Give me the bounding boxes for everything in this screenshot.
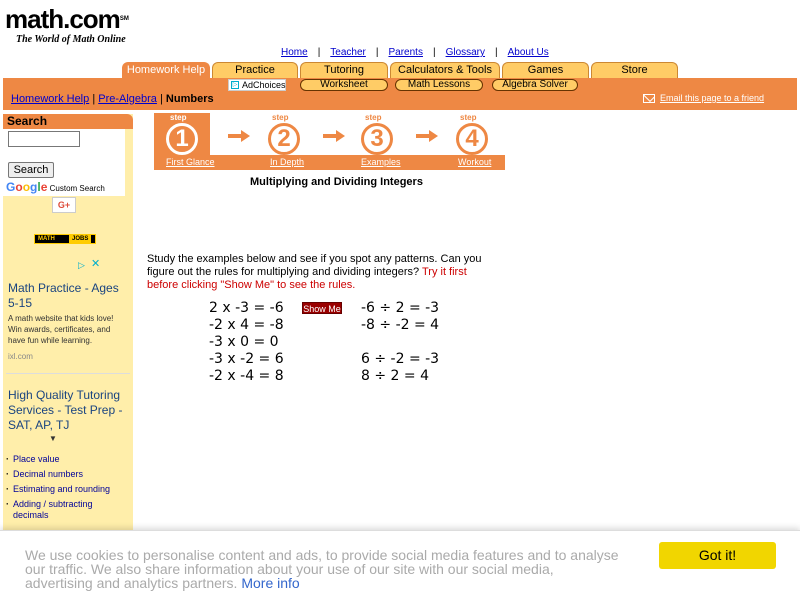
search-heading: Search	[3, 114, 133, 129]
search-button[interactable]: Search	[8, 162, 54, 178]
tab-store[interactable]: Store	[591, 62, 678, 78]
left-sidebar	[3, 114, 133, 600]
subtab-worksheet[interactable]: Worksheet	[300, 79, 388, 91]
chevron-down-icon[interactable]: ▼	[49, 434, 57, 443]
subtab-algebra-solver[interactable]: Algebra Solver	[492, 79, 578, 91]
example-multiply: -2 x -4 = 8	[209, 368, 284, 384]
step-label: step	[272, 113, 289, 122]
breadcrumb-homework-help[interactable]: Homework Help	[11, 93, 90, 105]
cookie-text: We use cookies to personalise content and ads, to provide social media features and to analyse our traffic. We also share information about your use of our site with our social media, advertising and analytics partners.	[25, 547, 619, 591]
tab-calculators-tools[interactable]: Calculators & Tools	[390, 62, 500, 78]
arrow-right-icon	[228, 131, 250, 141]
breadcrumb-separator: |	[160, 93, 163, 105]
cookie-more-info-link[interactable]: More info	[241, 575, 300, 591]
step-number: 4	[456, 123, 488, 155]
step-4-link[interactable]: Workout	[458, 157, 492, 167]
step-1[interactable]	[154, 113, 210, 155]
step-number: 3	[361, 123, 393, 155]
breadcrumb	[11, 93, 214, 105]
study-instructions	[147, 253, 492, 292]
step-2-link[interactable]: In Depth	[270, 157, 305, 167]
example-divide: -8 ÷ -2 = 4	[361, 317, 440, 333]
google-logo: Google	[6, 180, 48, 194]
example-multiply: -2 x 4 = -8	[209, 317, 284, 333]
adchoices-icon[interactable]: ▷	[78, 260, 85, 270]
search-panel	[3, 129, 125, 196]
ad-1-body[interactable]: A math website that kids love! Win awards, certificates, and have fun while learning.	[8, 314, 114, 345]
ad-divider	[6, 373, 130, 374]
google-plus-button[interactable]: G+	[52, 197, 76, 213]
top-link-teacher[interactable]: Teacher	[330, 47, 366, 58]
top-link-glossary[interactable]: Glossary	[445, 47, 486, 58]
lesson-title: Multiplying and Dividing Integers	[250, 176, 423, 188]
example-multiply: -3 x 0 = 0	[209, 334, 279, 350]
top-link-parents[interactable]: Parents	[388, 47, 423, 58]
email-friend-link[interactable]: Email this page to a friend	[660, 93, 765, 103]
mathjobs-left: MATH	[38, 236, 55, 242]
tab-tutoring[interactable]: Tutoring	[300, 62, 388, 78]
top-link-about-us[interactable]: About Us	[507, 47, 549, 58]
ad-close-icon[interactable]: ✕	[91, 258, 101, 270]
subtab-math-lessons[interactable]: Math Lessons	[395, 79, 483, 91]
logo-sm-mark: SM	[119, 16, 129, 22]
study-text: Study the examples below and see if you spot any patterns. Can you figure out the rules for multiplying and dividing integers?	[147, 253, 482, 278]
cookie-message	[25, 548, 625, 590]
step-label: step	[460, 113, 477, 122]
step-1-link[interactable]: First Glance	[166, 157, 215, 167]
adchoices-icon: ▷	[232, 82, 238, 88]
example-multiply: -3 x -2 = 6	[209, 351, 284, 367]
breadcrumb-current: Numbers	[165, 93, 214, 105]
lesson-steps	[154, 113, 505, 170]
search-input[interactable]	[8, 131, 80, 147]
example-divide: 6 ÷ -2 = -3	[361, 351, 440, 367]
topic-list	[8, 454, 128, 525]
example-divide: -6 ÷ 2 = -3	[361, 300, 440, 316]
breadcrumb-pre-algebra[interactable]: Pre-Algebra	[98, 93, 157, 105]
step-2[interactable]	[256, 113, 312, 155]
step-label: step	[170, 113, 187, 122]
separator: |	[432, 47, 436, 58]
arrow-right-icon	[416, 131, 438, 141]
top-link-home[interactable]: Home	[281, 47, 308, 58]
tab-games[interactable]: Games	[502, 62, 589, 78]
show-me-button[interactable]: Show Me	[303, 304, 341, 314]
tab-homework-help[interactable]: Homework Help	[122, 62, 210, 78]
ad-1-title[interactable]: Math Practice - Ages 5-15	[8, 281, 119, 310]
step-number: 2	[268, 123, 300, 155]
step-3[interactable]	[349, 113, 405, 155]
topic-estimating-rounding[interactable]: · Estimating and rounding	[8, 484, 128, 495]
ad-2-title[interactable]: High Quality Tutoring Services - Test Prep - SAT, AP, TJ	[8, 388, 123, 432]
example-multiply: 2 x -3 = -6	[209, 300, 284, 316]
mathjobs-banner[interactable]	[34, 234, 96, 244]
study-hint: Try it first before clicking "Show Me" to see the rules.	[147, 266, 467, 291]
topic-place-value[interactable]: · Place value	[8, 454, 128, 465]
step-3-link[interactable]: Examples	[361, 157, 401, 167]
top-links	[281, 47, 549, 58]
cookie-banner	[0, 530, 800, 600]
separator: |	[317, 47, 321, 58]
topic-adding-subtracting-decimals[interactable]: · Adding / subtracting decimals	[8, 499, 128, 521]
step-4[interactable]	[444, 113, 500, 155]
email-friend	[643, 93, 764, 103]
mathjobs-right: JOBS	[69, 235, 91, 243]
step-number: 1	[166, 123, 198, 155]
logo-brand: math.comSM	[5, 4, 129, 34]
breadcrumb-separator: |	[92, 93, 96, 105]
envelope-icon[interactable]	[643, 94, 655, 103]
google-custom-search	[6, 180, 105, 194]
tab-practice[interactable]: Practice	[212, 62, 298, 78]
example-divide: 8 ÷ 2 = 4	[361, 368, 429, 384]
step-link-workout	[458, 157, 491, 167]
math-com-logo[interactable]	[5, 4, 140, 45]
step-label: step	[365, 113, 382, 122]
step-link-examples	[361, 157, 401, 167]
topic-decimal-numbers[interactable]: · Decimal numbers	[8, 469, 128, 480]
custom-search-label: Custom Search	[49, 184, 105, 193]
separator: |	[375, 47, 379, 58]
logo-tagline: The World of Math Online	[16, 34, 126, 45]
cookie-accept-button[interactable]: Got it!	[659, 542, 776, 569]
ad-1-url[interactable]: ixl.com	[8, 352, 33, 361]
separator: |	[495, 47, 498, 58]
step-link-in-depth	[270, 157, 304, 167]
arrow-right-icon	[323, 131, 345, 141]
step-link-first-glance	[166, 157, 215, 167]
adchoices-badge[interactable]: ▷ AdChoices	[228, 79, 286, 91]
